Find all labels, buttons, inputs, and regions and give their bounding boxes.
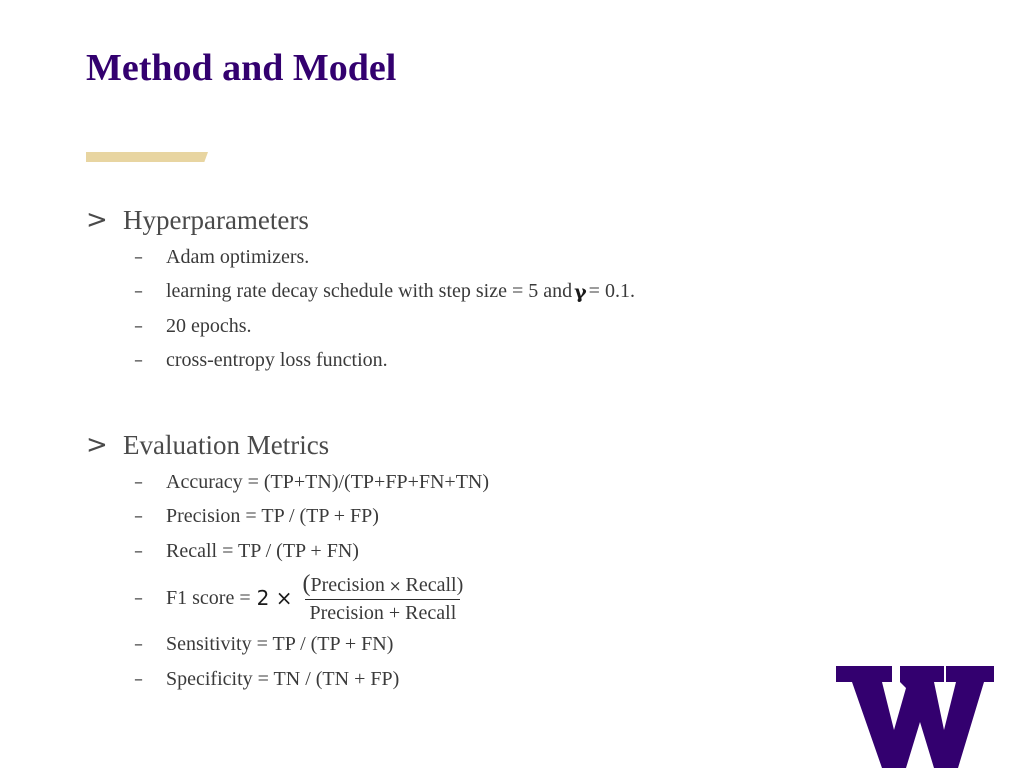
dash-icon: – [134,506,143,528]
list-item [86,569,489,628]
dash-icon: – [134,471,143,493]
dash-icon: – [134,315,143,337]
evaluation-section [86,425,489,697]
hyperparameters-label: Hyperparameters [123,204,309,235]
list-item-text-after: = 0.1. [588,280,635,303]
dash-icon: – [134,246,143,268]
gamma-symbol: γ [574,280,587,303]
f1-times-sign: × [275,586,293,610]
list-item-text: learning rate decay schedule with step size = 5 and [166,280,573,303]
dash-icon: – [134,587,143,609]
list-item [86,662,489,697]
chevron-right-icon: > [86,430,108,460]
accuracy-formula: Accuracy = (TP+TN)/(TP+FP+FN+TN) [166,470,490,493]
list-item [86,309,635,344]
f1-coefficient [257,586,293,610]
f1-fraction [300,572,465,625]
f1-close-paren: ) [456,573,464,596]
evaluation-label: Evaluation Metrics [123,429,330,460]
hyperparameters-heading [86,200,635,240]
f1-label: F1 score = [166,586,251,609]
list-item-text: cross-entropy loss function. [166,349,388,372]
dash-icon: – [134,350,143,372]
list-item [86,465,489,500]
list-item [86,344,635,379]
recall-formula: Recall = TP / (TP + FN) [166,539,359,562]
f1-num-precision: Precision [310,573,385,596]
list-item [86,240,635,275]
list-item [86,534,489,569]
slide-title: Method and Model [86,47,397,89]
dash-icon: – [134,281,143,303]
f1-coefficient-value: 2 [256,586,270,610]
evaluation-heading [86,425,489,465]
list-item [86,628,489,663]
hyperparameters-section [86,200,635,378]
dash-icon: – [134,668,143,690]
f1-num-recall: Recall [405,573,457,596]
f1-open-paren: ( [302,570,311,597]
f1-num-times: × [388,576,402,595]
specificity-formula: Specificity = TN / (TN + FP) [166,667,400,690]
w-logo-icon [836,660,994,768]
sensitivity-formula: Sensitivity = TP / (TP + FN) [166,633,394,656]
dash-icon: – [134,634,143,656]
hyperparameters-list [86,240,635,378]
list-item [86,500,489,535]
title-accent-bar [86,152,208,162]
dash-icon: – [134,540,143,562]
list-item [86,275,635,310]
list-item-text: 20 epochs. [166,314,252,337]
evaluation-list [86,465,489,697]
f1-denominator: Precision + Recall [305,599,460,625]
list-item-text: Adam optimizers. [166,245,310,268]
chevron-right-icon: > [86,205,108,235]
f1-numerator [300,572,465,599]
precision-formula: Precision = TP / (TP + FP) [166,505,379,528]
